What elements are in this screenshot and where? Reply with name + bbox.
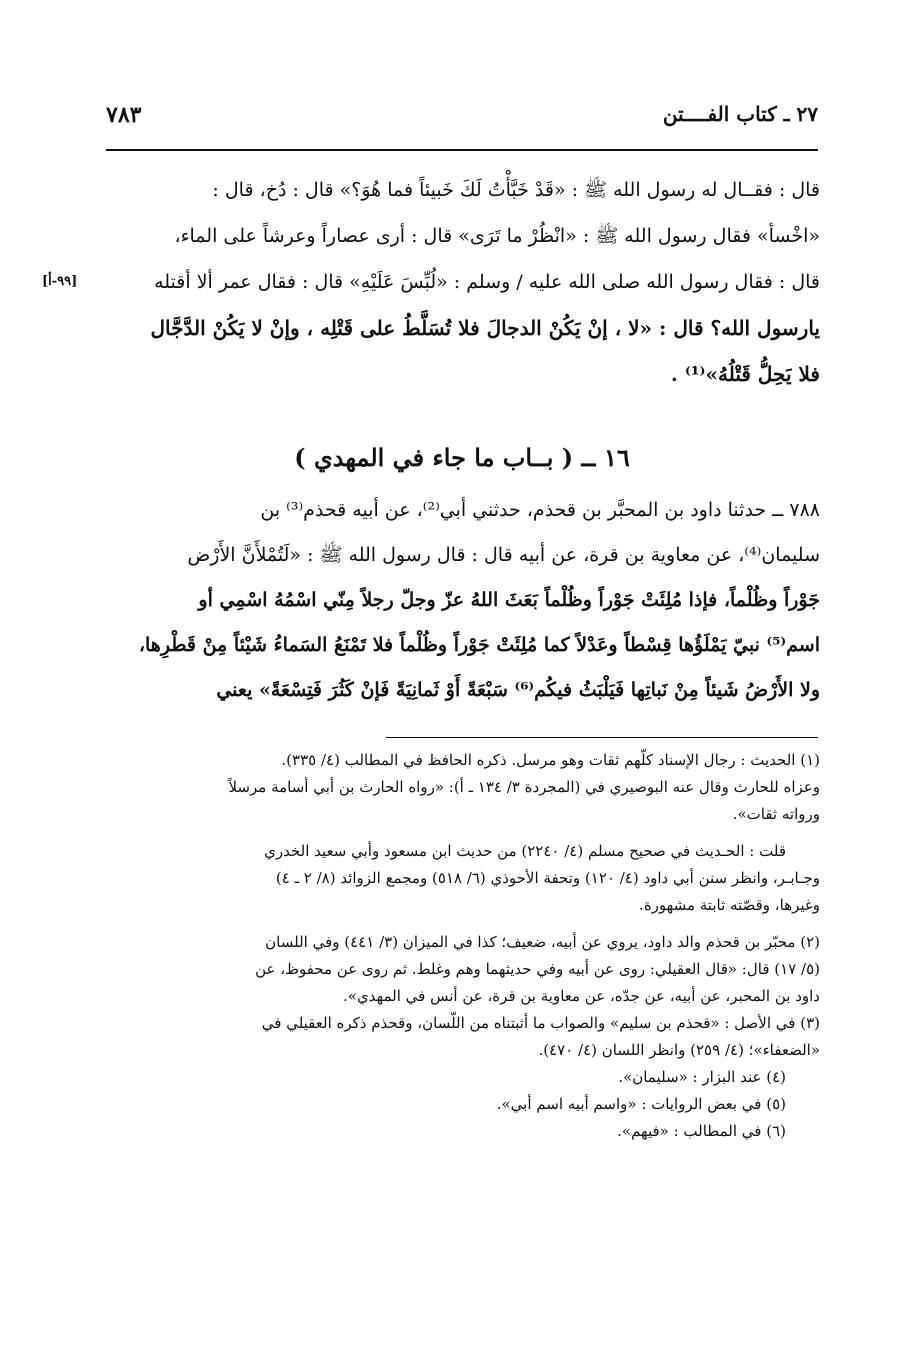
hadith-line: جَوْراً وظُلْماً، فإذا مُلِئَتْ جَوْراً وظُلْماً بَعَثَ اللهُ عزّ وجلّ رجلاً مِنّي اسْمُهُ اسْمِي أو — [198, 589, 820, 611]
footnote-1-line: ورواته ثقات». — [732, 805, 820, 823]
footnote-6: (٦) في المطالب : «فيهم». — [617, 1122, 786, 1140]
footnote-1-line: (١) الحديث : رجال الإسناد كلّهم ثقات وهو مرسل. ذكره الحافظ في المطالب (٤/ ٣٣٥). — [281, 751, 820, 769]
footnote-3-line: (٣) في الأصل : «قحذم بن سليم» والصواب ما أثبتناه من اللّسان، وقحذم ذكره العقيلي في — [261, 1014, 820, 1032]
manuscript-folio-note: [٩٩-أ] — [42, 274, 78, 289]
footnote-1-note-line: وغيرها، وقصّته ثابتة مشهورة. — [639, 896, 820, 914]
hadith-line: سليمان⁽⁴⁾، عن معاوية بن قرة، عن أبيه قال : قال رسول الله ﷺ : «لَتُمْلأَنَّ الأَرْض — [187, 544, 820, 566]
main-text-continuation — [42, 167, 820, 397]
footnote-5: (٥) في بعض الروايات : «واسم أبيه اسم أبي». — [496, 1095, 786, 1113]
hadith-line: اسم⁽⁵⁾ نبيّ يَمْلَؤُها قِسْطاً وعَدْلاً كما مُلِئَتْ جَوْراً وظُلْماً فلا تَمْنَعُ السَماءُ شَيْئاً مِنْ قَطْرِها، — [138, 634, 820, 656]
footnote-divider — [386, 737, 818, 738]
text-line: يارسول الله؟ قال : «لا ، إنْ يَكُنْ الدجالَ فلا تُسَلَّطُ على قَتْلِه ، وإنْ لا يَكُنْ الدَّجَّال — [150, 316, 820, 340]
header-divider — [106, 149, 818, 151]
text-line-content: قال : فقال رسول الله صلى الله عليه / وسلم : «لُبِّسَ عَلَيْهِ» قال : فقال عمر ألا أقتله — [154, 271, 820, 293]
footnote-1-line: وعزاه للحارث وقال عنه البوصيري في (المجردة ٣/ ١٣٤ ـ أ): «رواه الحارث بن أبي أسامة مرسلاً — [228, 778, 820, 796]
chapter-title: ٢٧ ـ كتاب الفــــتن — [662, 102, 818, 126]
spacer — [104, 828, 820, 838]
footnote-1-note-line: قلت : الحـديث في صحيح مسلم (٤/ ٢٢٤٠) من حديث ابن مسعود وأبي سعيد الخدري — [264, 842, 786, 860]
hadith-line: ٧٨٨ ــ حدثنا داود بن المحبَّر بن قحذم، حدثني أبي⁽²⁾، عن أبيه قحذم⁽³⁾ بن — [260, 499, 820, 521]
text-line-with-margin-note — [42, 259, 820, 305]
text-line: «اخْسأ» فقال رسول الله ﷺ : «انْظُرْ ما تَرَى» قال : أرى عصاراً وعرشاً على الماء، — [174, 225, 820, 247]
footnote-2-line: داود بن المحبر، عن أبيه، عن جدّه، عن معاوية بن قرة، عن أنس في المهدي». — [343, 987, 820, 1005]
section-heading: ١٦ ــ ( بــاب ما جاء في المهدي ) — [294, 443, 630, 472]
text-line: فلا يَحِلُّ قَتْلُهُ»⁽¹⁾ . — [670, 362, 820, 386]
page-number: ٧٨٣ — [106, 102, 142, 128]
running-header — [106, 96, 818, 136]
spacer — [104, 919, 820, 929]
footnote-3-line: «الضعفاء»؛ (٤/ ٢٥٩) وانظر اللسان (٤/ ٤٧٠). — [538, 1041, 820, 1059]
hadith-line: ولا الأَرْضُ شَيئاً مِنْ نَباتِها فَيَلْبَثُ فيكُم⁽⁶⁾ سَبْعَةً أَوْ ثَمانِيَةً فَإنْ كَثُرَ فَتِسْعَةً» يعني — [216, 679, 820, 701]
footnote-1-note-line: وجـابـر، وانظر سنن أبي داود (٤/ ١٢٠) وتحفة الأحوذي (٦/ ٥١٨) ومجمع الزوائد (٨/ ٢ ـ ٤) — [275, 869, 820, 887]
hadith-788 — [104, 488, 820, 713]
footnote-2-line: (٢) محبّر بن قحذم والد داود، يروي عن أبيه، ضعيف؛ كذا في الميزان (٣/ ٤٤١) وفي اللسان — [265, 933, 820, 951]
footnote-2-line: (٥/ ١٧) قال: «قال العقيلي: روى عن أبيه وفي حديثهما وهم وغلط. ثم روى عن محفوظ، عن — [255, 960, 820, 978]
footnote-4: (٤) عند البزار : «سليمان». — [618, 1068, 786, 1086]
text-line: قال : فقــال له رسول الله ﷺ : «قَدْ خَبَّأْتُ لَكَ خَبيئاً فما هُوَ؟» قال : دُخ، قال : — [212, 179, 820, 201]
footnotes — [104, 747, 820, 1145]
